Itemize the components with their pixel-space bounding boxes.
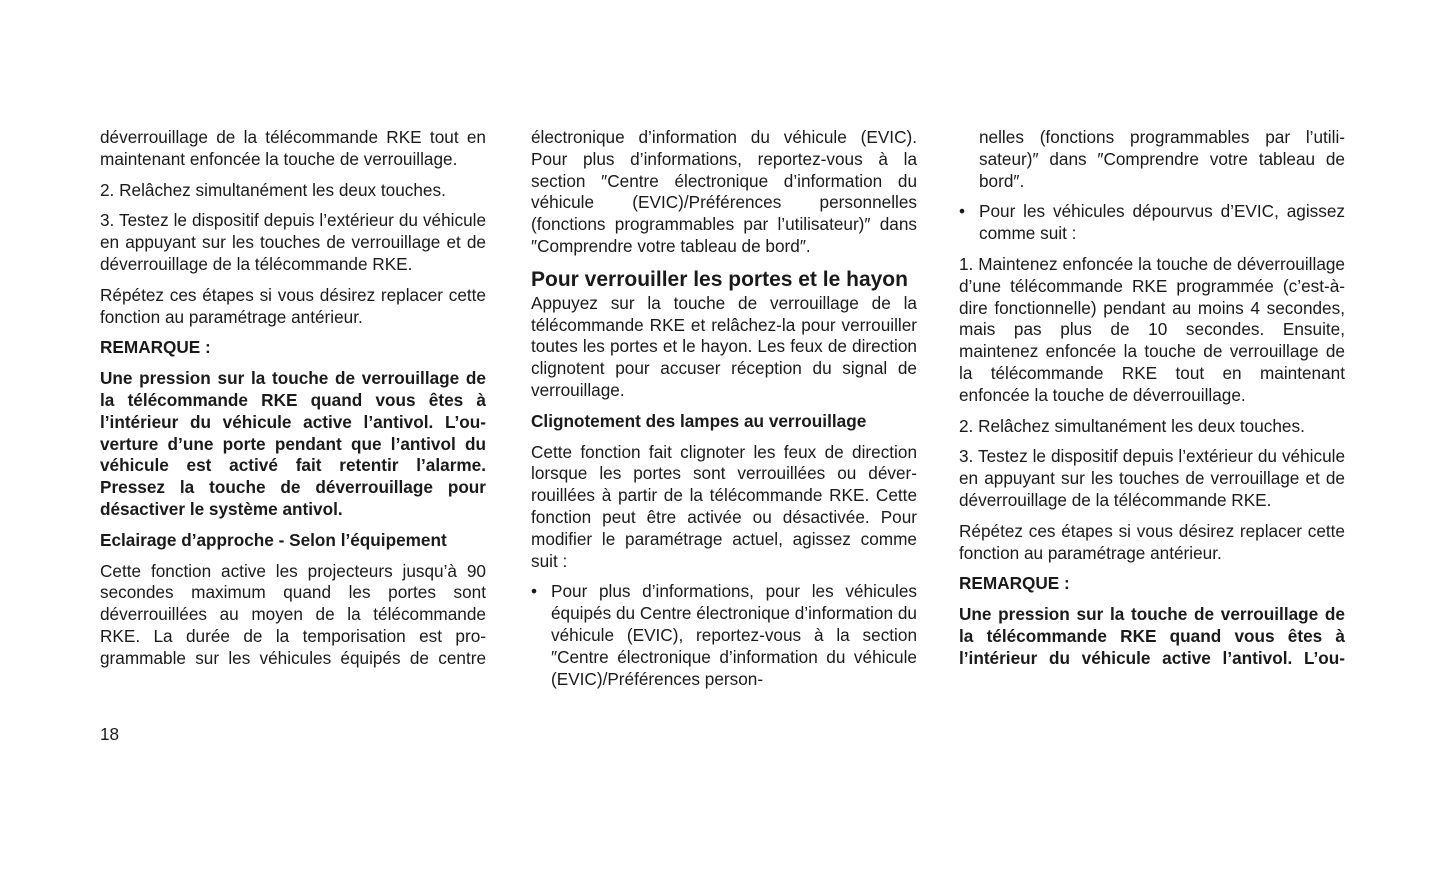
paragraph: électronique d’information du véhicule (EVIC). Pour plus d’informations, reportez-vous à la section ″Centre électronique d’information du véhicule (EVIC)/Préférences personnelles (fonctions programmables par l’utilisateur)″ dans ″Comprendre votre tableau de bord″. [531, 127, 917, 256]
bullet-item [531, 581, 917, 690]
bullet-text: Pour plus d’informations, pour les véhicules équipés du Centre électronique d’information du véhicule (EVIC), reportez-vous à la section ″Centre électronique d’information du véhicule (EVIC)/Préférences person- [551, 581, 917, 689]
note-title: REMARQUE : [100, 337, 211, 358]
column-right [959, 127, 1345, 679]
paragraph: Appuyez sur la touche de verrouillage de la télécommande RKE et relâchez-la pour verrouiller toutes les portes et le hayon. Les feux de direction clignotent pour accuser réception du signal de verrouillage. [531, 292, 917, 400]
page-number: 18 [100, 724, 120, 744]
section-heading: Pour verrouiller les portes et le hayon [531, 267, 908, 291]
paragraph: Cette fonction active les projecteurs jusqu’à 90 secondes maximum quand les portes sont déverrouillées au moyen de la télécommande RKE. La durée de la temporisation est programmable sur les véhicules équipés de centre [100, 560, 486, 668]
paragraph: Répétez ces étapes si vous désirez replacer cette fonction au paramétrage antérieur. [959, 520, 1345, 563]
bullet-icon: • [531, 581, 538, 602]
note-body: Une pression sur la touche de verrouillage de la télécommande RKE quand vous êtes à l’intérieur du véhicule active l’antivol. L’ou- [959, 604, 1345, 668]
bullet-text: Pour les véhicules dépourvus d’EVIC, agissez comme suit : [979, 201, 1345, 244]
note-body: Une pression sur la touche de verrouillage de la télécommande RKE quand vous êtes à l’intérieur du véhicule active l’antivol. L’ouverture d’une porte pendant que l’antivol du véhicule est activé fait retentir l’alarme. Pressez la touche de déverrouillage pour désactiver le système antivol. [100, 368, 486, 519]
step-2: 2. Relâchez simultanément les deux touches. [100, 179, 446, 200]
paragraph: déverrouillage de la télécommande RKE tout en maintenant enfoncée la touche de verrouillage. [100, 127, 486, 169]
step-2: 2. Relâchez simultanément les deux touches. [959, 415, 1305, 436]
note-title: REMARQUE : [959, 573, 1070, 594]
step-3: 3. Testez le dispositif depuis l’extérieur du véhicule en appuyant sur les touches de verrouillage et de déverrouillage de la télécommande RKE. [100, 210, 486, 274]
bullet-icon: • [959, 201, 966, 222]
paragraph: Cette fonction fait clignoter les feux de direction lorsque les portes sont verrouillées ou déverrouillées à partir de la télécommande RKE. Cette fonction peut être activée ou désactivée. Pour modifier le paramétrage actuel, agissez comme suit : [531, 441, 917, 571]
section-subheading: Eclairage d’approche - Selon l’équipement [100, 529, 447, 550]
column-left [100, 127, 486, 679]
bullet-continuation: nelles (fonctions programmables par l’utilisateur)″ dans ″Comprendre votre tableau de bord″. [979, 127, 1345, 191]
section-subheading: Clignotement des lampes au verrouillage [531, 410, 867, 431]
step-3: 3. Testez le dispositif depuis l’extérieur du véhicule en appuyant sur les touches de verrouillage et de déverrouillage de la télécommande RKE. [959, 446, 1345, 510]
step-1: 1. Maintenez enfoncée la touche de déverrouillage d’une télécommande RKE programmée (c’est-à-dire fonctionnelle) pendant au moins 4 secondes, mais pas plus de 10 secondes. Ensuite, maintenez enfoncée la touche de verrouillage de la télécommande RKE tout en maintenant enfoncée la touche de déverrouillage. [959, 253, 1345, 405]
paragraph: Répétez ces étapes si vous désirez replacer cette fonction au paramétrage antérieur. [100, 284, 486, 327]
bullet-item [959, 201, 1345, 245]
column-middle [531, 127, 917, 699]
